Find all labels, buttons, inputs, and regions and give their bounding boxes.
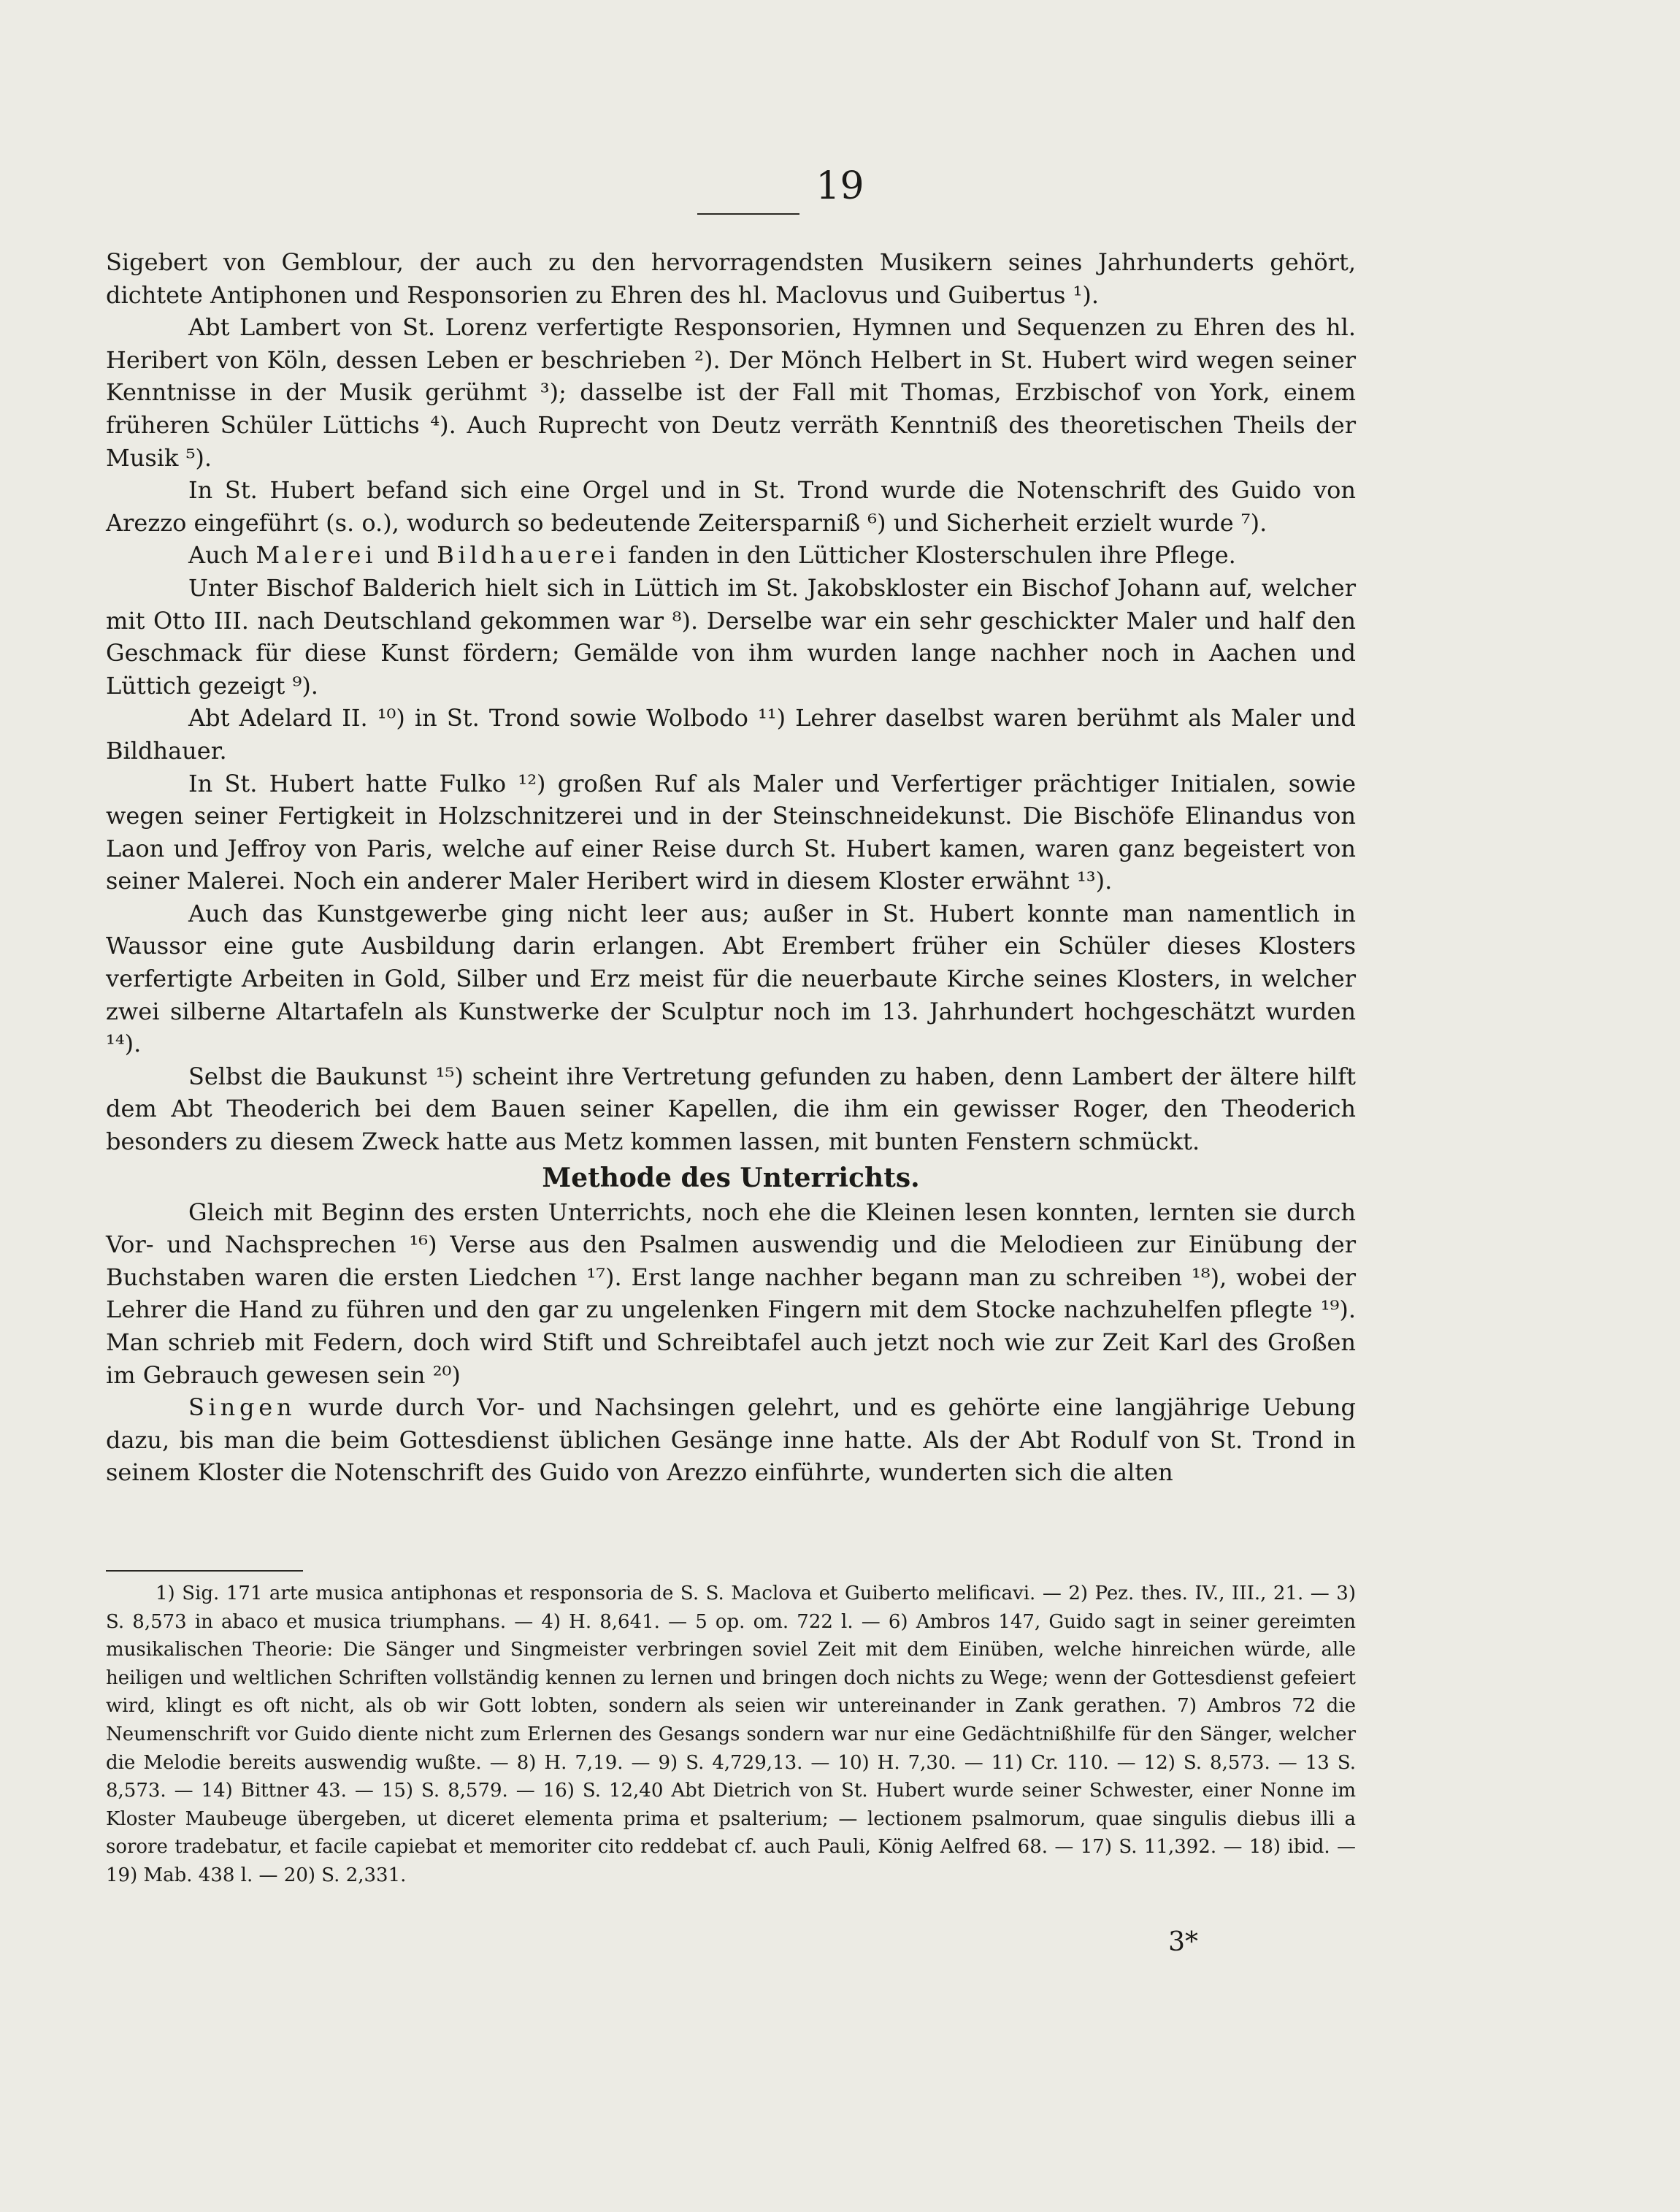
paragraph: Auch das Kunstgewerbe ging nicht leer aus; außer in St. Hubert konnte man namentlich in Waussor eine gute Ausbildung darin erlangen. Abt Erembert früher ein Schüler dieses Klosters verfertigte Arbeiten in Gold, Silber und Erz meist für die neuerbaute Kirche seines Klosters, in welcher zwei silberne Altartafeln als Kunstwerke der Sculptur noch im 13. Jahrhundert hochgeschätzt wurden ¹⁴). [106,899,1356,1058]
paragraph-rest: fanden in den Lütticher Klosterschulen ihre Pflege. [628,541,1236,570]
paragraph: Abt Adelard II. ¹⁰) in St. Trond sowie Wolbodo ¹¹) Lehrer daselbst waren berühmt als Maler und Bildhauer. [106,704,1356,765]
paragraph: Unter Bischof Balderich hielt sich in Lüttich im St. Jakobskloster ein Bischof Johann auf, welcher mit Otto III. nach Deutschland gekommen war ⁸). Derselbe war ein sehr geschickter Maler und half den Geschmack für diese Kunst fördern; Gemälde von ihm wurden lange nachher noch in Aachen und Lüttich gezeigt ⁹). [106,573,1356,700]
paragraph-rest: wurde durch Vor- und Nachsingen gelehrt, und es gehörte eine langjährige Uebung dazu, bis man die beim Gottesdienst üblichen Gesänge inne hatte. Als der Abt Rodulf von St. Trond in seinem Kloster die Notenschrift des Guido von Arezzo einführte, wunderten sich die alten [106,1393,1357,1487]
paragraph: Sigebert von Gemblour, der auch zu den hervorragendsten Musikern seines Jahrhunderts gehört, dichtete Antiphonen und Responsorien zu Ehren des hl. Maclovus und Guibertus ¹). [106,248,1356,309]
emphasized-term: Singen [188,1393,296,1422]
paragraph: Gleich mit Beginn des ersten Unterrichts, noch ehe die Kleinen lesen konnten, lernten sie durch Vor- und Nachsprechen ¹⁶) Verse aus den Psalmen auswendig und die Melodieen zur Einübung der Buchstaben waren die ersten Liedchen ¹⁷). Erst lange nachher begann man zu schreiben ¹⁸), wobei der Lehrer die Hand zu führen und den gar zu ungelenken Fingern mit dem Stocke nachzuhelfen pflegte ¹⁹). Man schrieb mit Federn, doch wird Stift und Schreibtafel auch jetzt noch wie zur Zeit Karl des Großen im Gebrauch gewesen sein ²⁰) [106,1198,1356,1389]
paragraph: Abt Lambert von St. Lorenz verfertigte Responsorien, Hymnen und Sequenzen zu Ehren des hl. Heribert von Köln, dessen Leben er beschrieben ²). Der Mönch Helbert in St. Hubert wird wegen seiner Kenntnisse in der Musik gerühmt ³); dasselbe ist der Fall mit Thomas, Erzbischof von York, einem früheren Schüler Lüttichs ⁴). Auch Ruprecht von Deutz verräth Kenntniß des theoretischen Theils der Musik ⁵). [106,313,1356,472]
paragraph-art [106,539,1356,572]
paragraph: In St. Hubert hatte Fulko ¹²) großen Ruf als Maler und Verfertiger prächtiger Initialen, sowie wegen seiner Fertigkeit in Holzschnitzerei und in der Steinschneidekunst. Die Bischöfe Elinandus von Laon und Jeffroy von Paris, welche auf einer Reise durch St. Hubert kamen, waren ganz begeistert von seiner Malerei. Noch ein anderer Maler Heribert wird in diesem Kloster erwähnt ¹³). [106,769,1356,895]
paragraph-singing [106,1391,1356,1489]
section-heading: Methode des Unterrichts. [542,1162,920,1193]
footnote-text: 1) Sig. 171 arte musica antiphonas et responsoria de S. S. Maclova et Guiberto melificavi. — 2) Pez. thes. IV., III., 21. — 3) S. 8,573 in abaco et musica triumphans. — 4) H. 8,641. — 5 op. om. 722 l. — 6) Ambros 147, Guido sagt in seiner gereimten musikalischen Theorie: Die Sänger und Singmeister verbringen soviel Zeit mit dem Einüben, welche hinreichen würde, alle heiligen und weltlichen Schriften vollständig kennen zu lernen und bringen doch nichts zu Wege; wenn der Gottesdienst gefeiert wird, klingt es oft nicht, als ob wir Gott lobten, sondern als seien wir untereinander in Zank gerathen. 7) Ambros 72 die Neumenschrift vor Guido diente nicht zum Erlernen des Gesangs sondern war nur eine Gedächtnißhilfe für den Sänger, welcher die Melodie bereits auswendig wußte. — 8) H. 7,19. — 9) S. 4,729,13. — 10) H. 7,30. — 11) Cr. 110. — 12) S. 8,573. — 13 S. 8,573. — 14) Bittner 43. — 15) S. 8,579. — 16) S. 12,40 Abt Dietrich von St. Hubert wurde seiner Schwester, einer Nonne im Kloster Maubeuge übergeben, ut diceret elementa prima et psalterium; — lectionem psalmorum, quae singulis diebus illi a sorore tradebatur, et facile capiebat et memoriter cito reddebat cf. auch Pauli, König Aelfred 68. — 17) S. 11,392. — 18) ibid. — 19) Mab. 438 l. — 20) S. 2,331. [106,1583,1356,1886]
paragraph-lead: Auch [188,541,249,570]
page-number-rule [697,213,799,215]
page-number: 19 [816,164,864,208]
emphasized-term: Malerei [256,541,377,570]
signature-mark: 3* [1168,1927,1198,1957]
paragraph-connector: und [384,541,430,570]
footnote-rule [106,1570,303,1572]
emphasized-term: Bildhauerei [437,541,621,570]
footnotes [106,1580,1356,1890]
paragraph: In St. Hubert befand sich eine Orgel und in St. Trond wurde die Notenschrift des Guido von Arezzo eingeführt (s. o.), wodurch so bedeutende Zeitersparniß ⁶) und Sicherheit erzielt wurde ⁷). [106,476,1356,537]
body-text [106,246,1356,1489]
paragraph: Selbst die Baukunst ¹⁵) scheint ihre Vertretung gefunden zu haben, denn Lambert der ältere hilft dem Abt Theoderich bei dem Bauen seiner Kapellen, die ihm ein gewisser Roger, den Theoderich besonders zu diesem Zweck hatte aus Metz kommen lassen, mit bunten Fenstern schmückt. [106,1062,1356,1156]
